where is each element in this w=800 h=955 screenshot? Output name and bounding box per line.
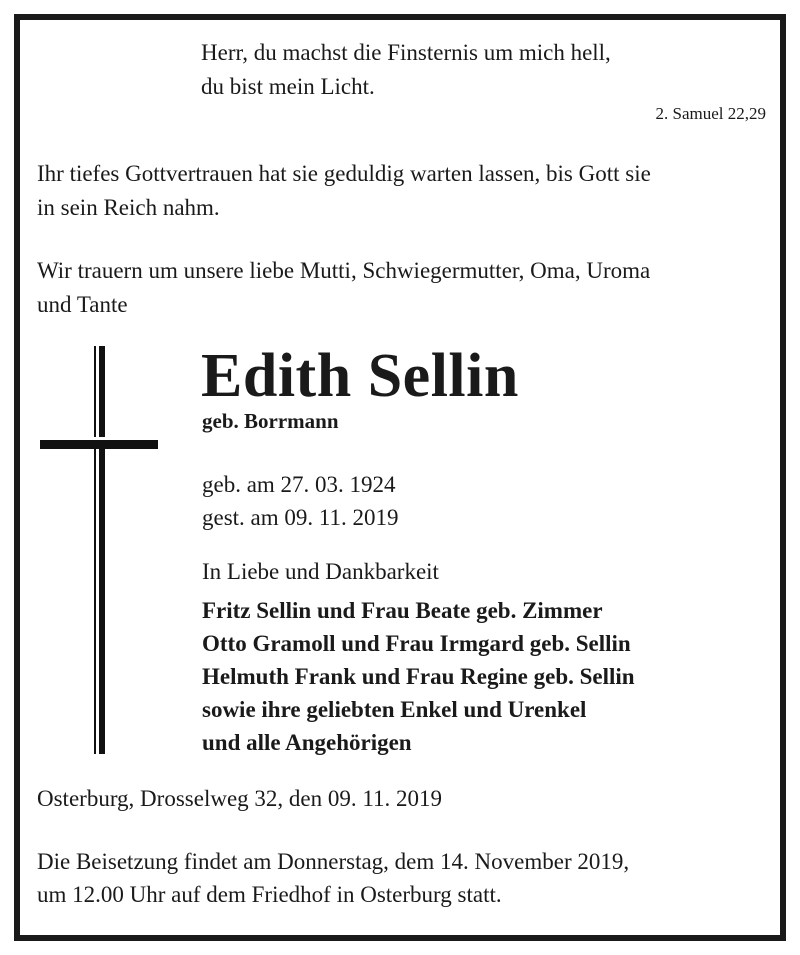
funeral-line: Die Beisetzung findet am Donnerstag, dem 14. November 2019, — [37, 849, 630, 874]
mourners-list — [202, 594, 635, 759]
deceased-name: Edith Sellin — [201, 342, 519, 410]
paragraph-line: Ihr tiefes Gottvertrauen hat sie geduldig warten lassen, bis Gott sie — [37, 161, 651, 186]
intro-paragraph — [37, 157, 651, 225]
life-dates — [202, 468, 399, 534]
birth-date: geb. am 27. 03. 1924 — [202, 472, 396, 497]
place-date: Osterburg, Drosselweg 32, den 09. 11. 2019 — [37, 786, 443, 811]
mourners-intro: In Liebe und Dankbarkeit — [202, 559, 439, 584]
mourner-line: Otto Gramoll und Frau Irmgard geb. Sellin — [202, 631, 631, 656]
funeral-info — [37, 845, 629, 911]
cross-vertical-bar — [94, 346, 105, 754]
intro-paragraph — [37, 254, 650, 322]
mourner-line: Helmuth Frank und Frau Regine geb. Sellin — [202, 664, 635, 689]
paragraph-line: und Tante — [37, 292, 128, 317]
paragraph-line: Wir trauern um unsere liebe Mutti, Schwiegermutter, Oma, Uroma — [37, 258, 651, 283]
mourner-line: und alle Angehörigen — [202, 730, 412, 755]
verse-line: Herr, du machst die Finsternis um mich hell, — [201, 40, 611, 65]
maiden-name: geb. Borrmann — [202, 409, 339, 433]
mourner-line: Fritz Sellin und Frau Beate geb. Zimmer — [202, 598, 603, 623]
cross-horizontal-bar — [40, 437, 158, 449]
death-date: gest. am 09. 11. 2019 — [202, 505, 399, 530]
paragraph-line: in sein Reich nahm. — [37, 195, 220, 220]
verse-line: du bist mein Licht. — [201, 74, 375, 99]
verse-reference: 2. Samuel 22,29 — [655, 104, 766, 123]
bible-verse — [201, 36, 611, 104]
mourner-line: sowie ihre geliebten Enkel und Urenkel — [202, 697, 587, 722]
funeral-line: um 12.00 Uhr auf dem Friedhof in Osterburg statt. — [37, 882, 502, 907]
